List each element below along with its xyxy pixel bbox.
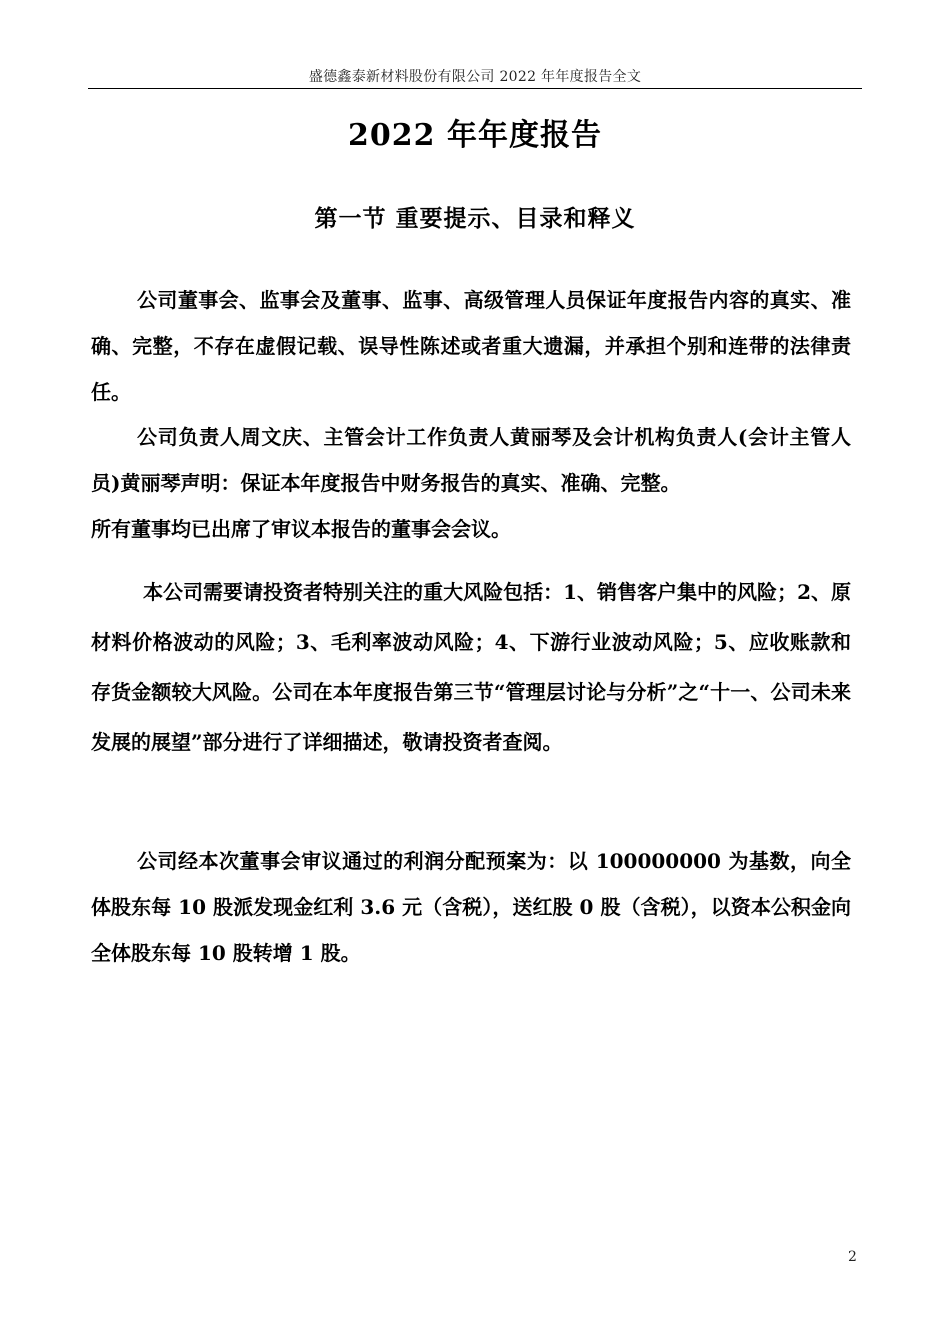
financial-report-statement: 公司负责人周文庆、主管会计工作负责人黄丽琴及会计机构负责人(会计主管人员)黄丽琴声明：保证本年度报告中财务报告的真实、准确、完整。 (91, 425, 851, 495)
running-header: 盛德鑫泰新材料股份有限公司 2022 年年度报告全文 (308, 69, 642, 85)
header-divider (88, 88, 862, 89)
directors-attendance-statement: 所有董事均已出席了审议本报告的董事会会议。 (91, 517, 511, 541)
page-number: 2 (848, 1249, 857, 1265)
major-risks-paragraph: 本公司需要请投资者特别关注的重大风险包括：1、销售客户集中的风险；2、原材料价格波动的风险；3、毛利率波动风险；4、下游行业波动风险；5、应收账款和存货金额较大风险。公司在本年度报告第三节“管理层讨论与分析”之“十一、公司未来发展的展望”部分进行了详细描述，敬请投资者查阅。 (91, 580, 851, 754)
section-title: 第一节 重要提示、目录和释义 (314, 205, 636, 232)
report-title: 2022 年年度报告 (348, 118, 602, 153)
board-guarantee-paragraph: 公司董事会、监事会及董事、监事、高级管理人员保证年度报告内容的真实、准确、完整，不存在虚假记载、误导性陈述或者重大遗漏，并承担个别和连带的法律责任。 (91, 288, 851, 404)
profit-distribution-paragraph: 公司经本次董事会审议通过的利润分配预案为：以 100000000 为基数，向全体股东每 10 股派发现金红利 3.6 元（含税），送红股 0 股（含税），以资本公积金向全体股东每 10 股转增 1 股。 (91, 849, 851, 965)
responsible-persons-statement (91, 414, 851, 552)
